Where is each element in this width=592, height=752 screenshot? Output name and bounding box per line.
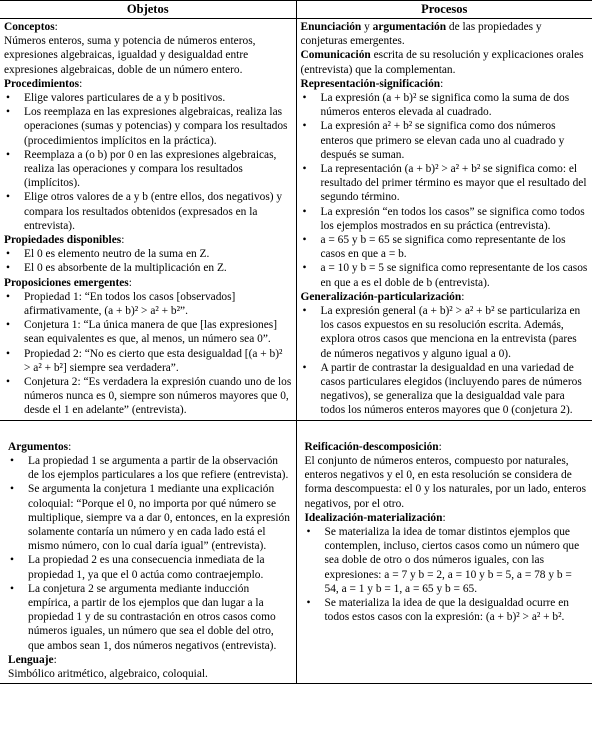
generalizacion-item: • A partir de contrastar la desigualdad en una variedad de casos particulares elegidos (incluyendo pares de números negativos), se generaliza que la desigualdad vale para todos los números enteros mayores que 0 (conjetura 2).	[301, 361, 589, 418]
procedimiento-item: • Reemplaza a (o b) por 0 en las expresiones algebraicas, realiza las operaciones y compara los resultados (implícitos).	[4, 148, 292, 191]
argumento-item: • La propiedad 2 es una consecuencia inmediata de la propiedad 1, ya que el 0 actúa como contraejemplo.	[8, 553, 292, 581]
proposicion-item: • Conjetura 1: “La única manera de que [las expresiones] sean equivalentes es que, al menos, un número sea 0”.	[4, 318, 292, 346]
proposiciones-heading: Proposiciones emergentes:	[4, 276, 132, 289]
conceptos-text: Números enteros, suma y potencia de números enteros, expresiones algebraicas, igualdad y desigualdad entre expresiones algebraicas, doble de un número entero.	[4, 35, 256, 76]
header-row	[0, 1, 592, 19]
proposicion-item: • Conjetura 2: “Es verdadera la expresión cuando uno de los números nunca es 0, siempre son números mayores que 0, desde el 1 en adelante” (entrevista).	[4, 375, 292, 418]
argumento-item: • La conjetura 2 se argumenta mediante inducción empírica, a partir de los ejemplos que dan lugar a la propiedad 1 y de su contrastación en otros casos como números iguales, un número que sea el doble del otro, que ambos sean 1, dos números negativos (entrevista).	[8, 582, 292, 653]
generalizacion-heading: Generalización-particularización:	[300, 290, 465, 303]
proposiciones-list	[4, 290, 292, 418]
table-row-bottom	[0, 420, 592, 683]
objetos-top-cell	[0, 19, 296, 421]
proposicion-item: • Propiedad 1: “En todos los casos [observados] afirmativamente, (a + b)² > a² + b²”.	[4, 290, 292, 318]
representacion-item: • a = 10 y b = 5 se significa como representante de los casos en que a es el doble de b (entrevista).	[301, 261, 589, 289]
header-procesos: Procesos	[296, 1, 592, 19]
procedimientos-heading: Procedimientos:	[4, 77, 83, 90]
comunicacion-paragraph: Comunicación escrita de su resolución y explicaciones orales (entrevista) que la complementan.	[300, 49, 584, 76]
idealizacion-list	[305, 525, 589, 624]
procesos-bottom-cell	[296, 420, 592, 683]
procedimientos-list	[4, 91, 292, 233]
argumento-item: • Se argumenta la conjetura 1 mediante una explicación coloquial: “Porque el 0, no importa por qué número se multiplique, siempre va a dar 0, entonces, en la expresión solamente contaría un número y en cada lado está el mismo número, con lo cual daría igual” (entrevista).	[8, 482, 292, 553]
comunicacion-heading: Comunicación	[300, 49, 371, 62]
representacion-list	[301, 91, 589, 290]
lenguaje-text: Simbólico aritmético, algebraico, coloquial.	[8, 667, 208, 680]
representacion-item: • La expresión a² + b² se significa como dos números enteros que primero se elevan cada uno al cuadrado y después se suman.	[301, 119, 589, 162]
enunciacion-paragraph: Enunciación y argumentación de las propiedades y conjeturas emergentes.	[300, 21, 542, 48]
enunciacion-heading: Enunciación	[300, 21, 362, 33]
propiedad-item: • El 0 es absorbente de la multiplicación en Z.	[4, 261, 292, 275]
procedimiento-item: • Los reemplaza en las expresiones algebraicas, realiza las operaciones (sumas y potencias) y compara los resultados (procedimientos implícitos en la práctica).	[4, 105, 292, 148]
procedimiento-item: • Elige otros valores de a y b (entre ellos, dos negativos) y compara los resultados obtenidos (expresados en la entrevista).	[4, 190, 292, 233]
representacion-item: • a = 65 y b = 65 se significa como representante de los casos en que a = b.	[301, 233, 589, 261]
reificacion-text: El conjunto de números enteros, compuesto por naturales, enteros negativos y el 0, en esta resolución se considera de forma descompuesta: el 0 y los naturales, por un lado, enteros negativos, por el otro.	[304, 454, 587, 510]
argumentacion-heading: argumentación	[372, 21, 447, 33]
procedimiento-item: • Elige valores particulares de a y b positivos.	[4, 91, 292, 105]
representacion-item: • La expresión (a + b)² se significa como la suma de dos números enteros elevada al cuadrado.	[301, 91, 589, 119]
generalizacion-list	[301, 304, 589, 418]
argumentos-heading: Argumentos:	[8, 440, 72, 453]
propiedades-list	[4, 247, 292, 275]
idealizacion-item: • Se materializa la idea de tomar distintos ejemplos que contemplen, incluso, ciertos casos como un número que sea doble de otro o dos números iguales, con las expresiones: a = 7 y b = 2, a = 10 y b = 5, a = 78 y b = 54, a = 1 y b = 1, a = 65 y b = 65.	[305, 525, 589, 596]
spacer	[305, 422, 589, 440]
argumentos-list	[8, 454, 292, 653]
proposicion-item: • Propiedad 2: “No es cierto que esta desigualdad [(a + b)² > a² + b²] siempre sea verdadera”.	[4, 347, 292, 375]
spacer	[8, 422, 292, 440]
propiedad-item: • El 0 es elemento neutro de la suma en Z.	[4, 247, 292, 261]
idealizacion-heading: Idealización-materialización:	[304, 511, 446, 524]
objetos-bottom-cell	[0, 420, 296, 683]
argumento-item: • La propiedad 1 se argumenta a partir de la observación de los ejemplos particulares a los que refiere (entrevista).	[8, 454, 292, 482]
procesos-top-cell	[296, 19, 592, 421]
conceptos-heading: Conceptos:	[4, 21, 58, 33]
representacion-item: • La expresión “en todos los casos” se significa como todos los ejemplos mostrados en su práctica (entrevista).	[301, 205, 589, 233]
table-row-top	[0, 19, 592, 421]
propiedades-heading: Propiedades disponibles:	[4, 234, 125, 247]
reificacion-heading: Reificación-descomposición:	[304, 440, 442, 453]
generalizacion-item: • La expresión general (a + b)² > a² + b² se particulariza en los casos expuestos en su resolución escrita. Además, explora otros casos que menciona en la entrevista (pares de números negativos y alguno igual a 0).	[301, 304, 589, 361]
representacion-item: • La representación (a + b)² > a² + b² se significa como: el resultado del primer término es mayor que el resultado del segundo término.	[301, 162, 589, 205]
idealizacion-item: • Se materializa la idea de que la desigualdad ocurre en todos estos casos con la expresión: (a + b)² > a² + b².	[305, 596, 589, 624]
lenguaje-heading: Lenguaje:	[8, 653, 57, 666]
representacion-heading: Representación-significación:	[300, 77, 444, 90]
header-objetos: Objetos	[0, 1, 296, 19]
